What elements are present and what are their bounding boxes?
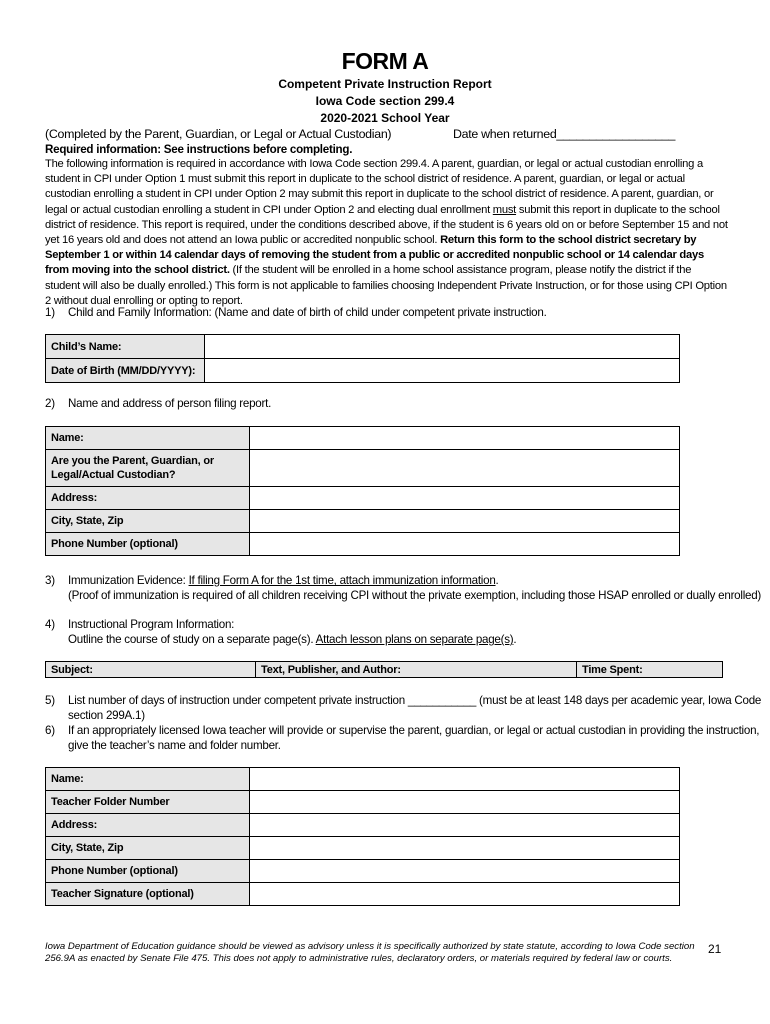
form-title: FORM A — [341, 48, 429, 74]
section5-text: List number of days of instruction under competent private instruction ___________ (must be at least 148 days per academic year, Iowa Code — [68, 694, 762, 707]
teacher-city-label: City, State, Zip — [46, 837, 250, 860]
section2-text: Name and address of person filing report. — [68, 397, 272, 410]
date-returned-field[interactable]: Date when returned__________________ — [453, 127, 676, 141]
time-spent-column-header: Time Spent: — [577, 662, 723, 678]
intro-text-2: submit this report in duplicate to the school district of residence. This report is required, under the conditions described above, if the student is 6 years old on or before September 15 and not yet 16 years old and does not attend an Iowa public or accredited nonpublic school. — [45, 203, 728, 247]
teacher-city-input[interactable] — [250, 837, 680, 860]
relationship-input[interactable] — [250, 450, 680, 487]
filer-address-input[interactable] — [250, 487, 680, 510]
intro-deadline: Return this form to the school district secretary by September 1 or within 14 calendar days of removing the student from a public or accredited nonpublic school or 14 calendar days from moving into the school district. — [45, 234, 704, 277]
child-name-label: Child’s Name: — [46, 335, 205, 359]
section4-heading: Instructional Program Information: — [68, 618, 235, 631]
section3-text — [68, 574, 499, 587]
teacher-folder-input[interactable] — [250, 791, 680, 814]
teacher-signature-input[interactable] — [250, 883, 680, 906]
teacher-name-input[interactable] — [250, 768, 680, 791]
child-info-table — [45, 334, 680, 383]
completed-by-note: (Completed by the Parent, Guardian, or Legal or Actual Custodian) — [45, 127, 392, 141]
dob-input[interactable] — [205, 359, 680, 383]
filer-address-label: Address: — [46, 487, 250, 510]
section5-number: 5) — [45, 694, 55, 707]
teacher-address-input[interactable] — [250, 814, 680, 837]
teacher-info-table — [45, 767, 680, 906]
code-section: Iowa Code section 299.4 — [315, 94, 455, 108]
section3-note: (Proof of immunization is required of all children receiving CPI without the private exemption, including those HSAP enrolled or dually enrolled) — [68, 589, 762, 602]
section6-number: 6) — [45, 724, 55, 737]
filer-name-input[interactable] — [250, 427, 680, 450]
section5-text-cont: section 299A.1) — [68, 709, 145, 722]
course-table — [45, 661, 723, 678]
teacher-phone-input[interactable] — [250, 860, 680, 883]
teacher-folder-label: Teacher Folder Number — [46, 791, 250, 814]
section2-number: 2) — [45, 397, 55, 410]
lesson-plans-instruction: Attach lesson plans on separate page(s) — [315, 633, 514, 646]
section6-text-cont: give the teacher’s name and folder number. — [68, 739, 281, 752]
section1-text: Child and Family Information: (Name and date of birth of child under competent private instruction. — [68, 306, 547, 319]
intro-must: must — [492, 203, 517, 216]
filer-phone-label: Phone Number (optional) — [46, 533, 250, 556]
section1-number: 1) — [45, 306, 55, 319]
advisory-footnote: Iowa Department of Education guidance should be viewed as advisory unless it is specifically authorized by state statute, according to Iowa Code section 256.9A as enacted by Senate File 475. This does not apply to administrative rules, declaratory orders, or materials required by federal law or courts. — [45, 941, 695, 964]
form-subtitle: Competent Private Instruction Report — [278, 77, 492, 91]
subject-column-header: Subject: — [46, 662, 256, 678]
teacher-signature-label: Teacher Signature (optional) — [46, 883, 250, 906]
filer-name-label: Name: — [46, 427, 250, 450]
section3-number: 3) — [45, 574, 55, 587]
section3-period: . — [495, 574, 499, 587]
teacher-address-label: Address: — [46, 814, 250, 837]
section3-label: Immunization Evidence: — [68, 574, 189, 587]
intro-text-1: The following information is required in accordance with Iowa Code section 299.4. A parent, guardian, or legal or actual custodian enrolling a student in CPI under Option 1 must submit this report in duplicate to the school district of residence. A parent, guardian, or legal or actual custodian enrolling a student in CPI under Option 2 may submit this report in duplicate to the school district of residence. A parent, guardian, or legal or actual custodian enrolling a student in CPI under Option 2 and electing dual enrollment — [45, 158, 714, 216]
required-info-heading: Required information: See instructions before completing. — [45, 143, 353, 156]
immunization-instruction: If filing Form A for the 1st time, attach immunization information — [188, 574, 496, 587]
section6-text: If an appropriately licensed Iowa teacher will provide or supervise the parent, guardian, or legal or actual custodian in providing the instruction, — [68, 724, 760, 737]
teacher-name-label: Name: — [46, 768, 250, 791]
dob-label: Date of Birth (MM/DD/YYYY): — [46, 359, 205, 383]
child-name-input[interactable] — [205, 335, 680, 359]
section4-outline-text: Outline the course of study on a separate page(s). — [68, 633, 316, 646]
intro-text-3: (If the student will be enrolled in a home school assistance program, please notify the district if the student will also be dually enrolled.) This form is not applicable to families choosing Independent Private Instruction, or for those using CPI Option 2 without dual enrolling or opting to report. — [45, 264, 727, 307]
teacher-phone-label: Phone Number (optional) — [46, 860, 250, 883]
filer-city-input[interactable] — [250, 510, 680, 533]
filer-info-table — [45, 426, 680, 556]
filer-city-label: City, State, Zip — [46, 510, 250, 533]
filer-phone-input[interactable] — [250, 533, 680, 556]
section4-number: 4) — [45, 618, 55, 631]
page-number: 21 — [708, 942, 722, 956]
text-publisher-column-header: Text, Publisher, and Author: — [256, 662, 577, 678]
section4-period: . — [513, 633, 517, 646]
intro-paragraph — [45, 157, 729, 309]
school-year: 2020-2021 School Year — [320, 111, 450, 125]
relationship-label: Are you the Parent, Guardian, or Legal/Actual Custodian? — [46, 450, 250, 487]
section4-instruction — [68, 633, 516, 646]
